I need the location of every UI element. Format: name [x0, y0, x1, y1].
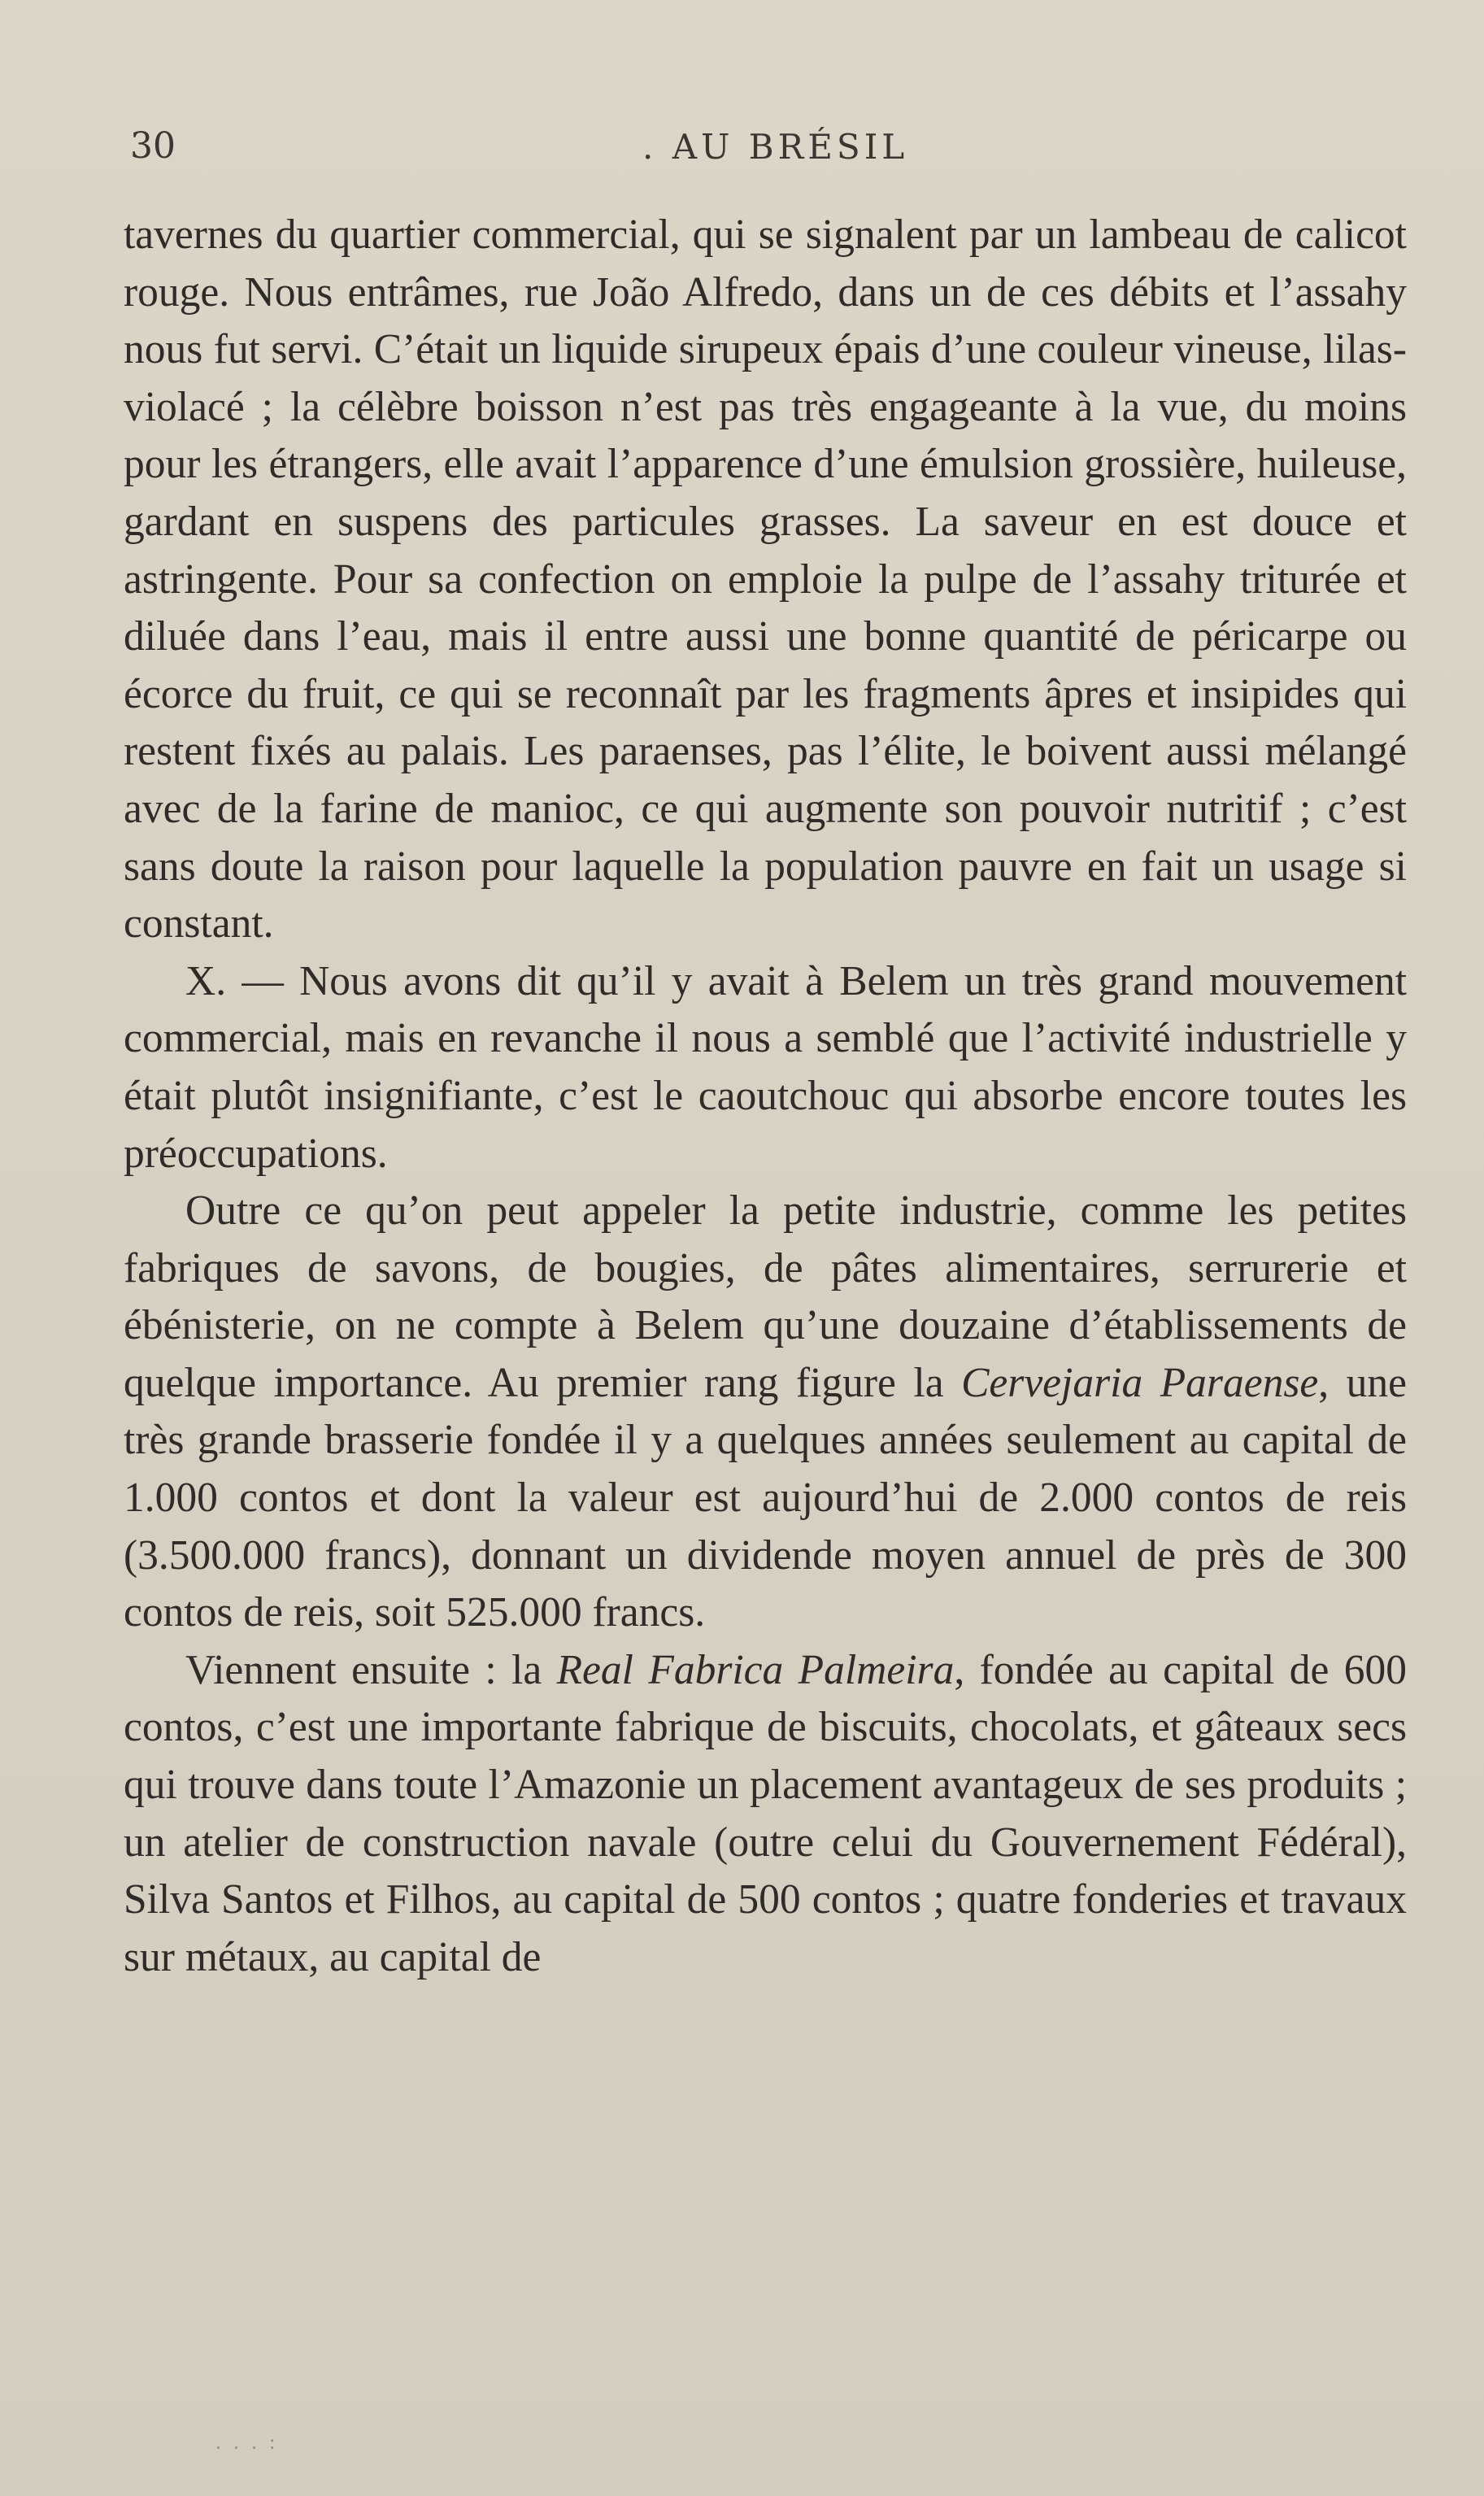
paragraph-1: tavernes du quartier commercial, qui se signalent par un lambeau de calicot rouge. Nous entrâmes, rue João Alfredo, dans un de ces débits et l’assahy nous fut servi. C’était un liquide sirupeux épais d’une couleur vineuse, lilas-violacé ; la célèbre boisson n’est pas très engageante à la vue, du moins pour les étrangers, elle avait l’apparence d’une émulsion grossière, huileuse, gardant en suspens des particules grasses. La saveur en est douce et astringente. Pour sa confection on emploie la pulpe de l’assahy triturée et diluée dans l’eau, mais il entre aussi une bonne quantité de péricarpe ou écorce du fruit, ce qui se reconnaît par les fragments âpres et insipides qui restent fixés au palais. Les paraenses, pas l’élite, le boivent aussi mélangé avec de la farine de manioc, ce qui augmente son pouvoir nutritif ; c’est sans doute la raison pour laquelle la population pauvre en fait un usage si constant. — [124, 211, 1407, 947]
paragraph-2: X. — Nous avons dit qu’il y avait à Belem un très grand mouvement commercial, mais en revanche il nous a semblé que l’activité industrielle y était plutôt insignifiante, c’est le caoutchouc qui absorbe encore toutes les préoccupations. — [124, 957, 1407, 1177]
paragraph-3-part2: , une très grande brasserie fondée il y a quelques années seulement au capital de 1.000 contos et dont la valeur est aujourd’hui de 2.000 contos de reis (3.500.000 francs), donnant un dividende moyen annuel de près de 300 contos de reis, soit 525.000 francs. — [124, 1359, 1407, 1636]
paragraph-4-part2: , fondée au capital de 600 contos, c’est une importante fabrique de biscuits, chocolats, et gâteaux secs qui trouve dans toute l’Amazonie un placement avantageux de ses produits ; un atelier de construction navale (outre celui du Gouvernement Fédéral), Silva Santos et Filhos, au capital de 500 contos ; quatre fonderies et travaux sur métaux, au capital de — [124, 1646, 1407, 1980]
footer-mark: . . . : — [215, 2433, 279, 2454]
paragraph-3-part1: Outre ce qu’on peut appeler la petite industrie, comme les petites fabriques de savons, de bougies, de pâtes alimentaires, serrurerie et ébénisterie, on ne compte à Belem qu’une douzaine d’établissements de quelque importance. Au premier rang figure la — [124, 1187, 1407, 1406]
running-head: . AU BRÉSIL — [642, 127, 909, 167]
body-text — [124, 207, 1407, 1986]
page-header — [130, 122, 1407, 179]
page-number: 30 — [130, 125, 176, 167]
paragraph-4-italic: Real Fabrica Palmeira — [556, 1646, 955, 1693]
paragraph-3-italic: Cervejaria Paraense — [961, 1359, 1319, 1406]
paragraph-4 — [124, 1642, 1407, 1987]
paragraph-3 — [124, 1183, 1407, 1642]
paragraph-4-part1: Viennent ensuite : la — [185, 1646, 557, 1693]
